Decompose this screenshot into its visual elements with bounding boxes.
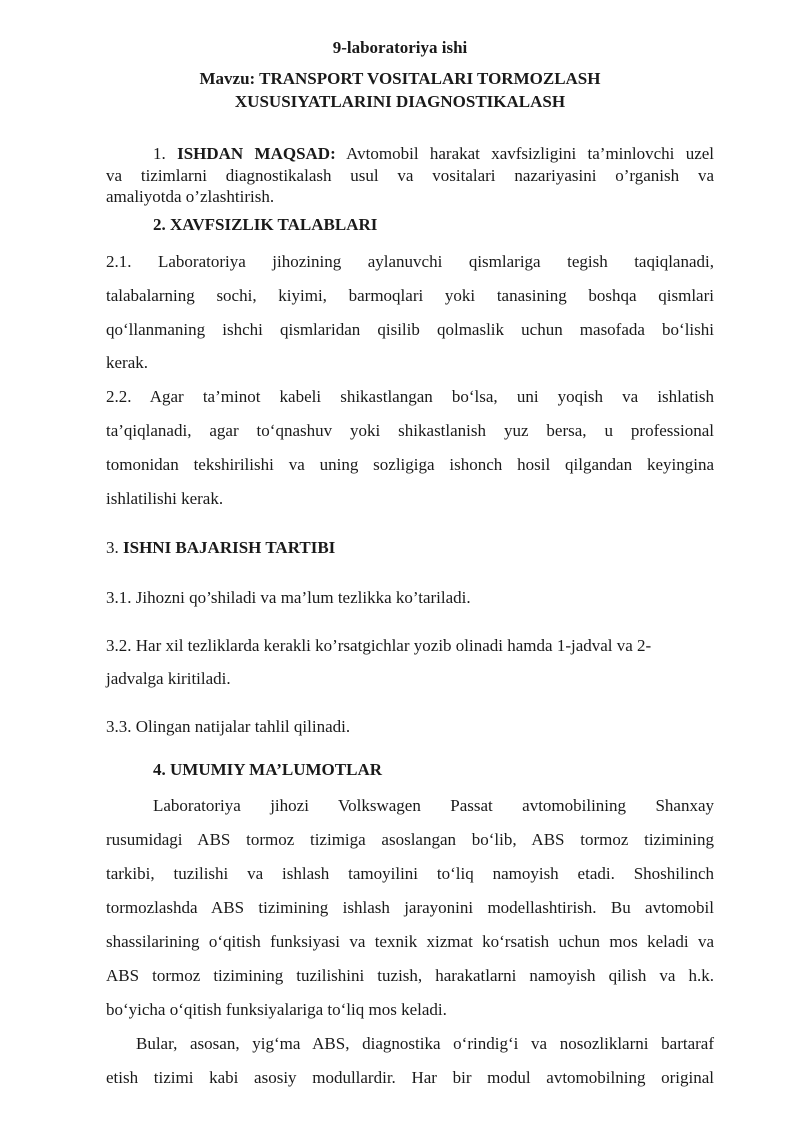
topic-line-1: Mavzu: TRANSPORT VOSITALARI TORMOZLASH (199, 69, 601, 88)
safety-p2-line: tomonidan tekshirilishi va uning sozligiga ishonch hosil qilgandan keyingina (106, 455, 714, 474)
general-p1-line: tarkibi, tuzilishi va ishlash tamoyilini to‘liq namoyish etadi. Shoshilinch (106, 864, 714, 883)
safety-p1-line: kerak. (106, 353, 149, 372)
procedure-step-3-2-line-1: 3.2. Har xil tezliklarda kerakli ko’rsatgichlar yozib olinadi hamda 1-jadval va 2- (106, 636, 652, 655)
general-p1-line: tormozlashda ABS tizimining ishlash jarayonini modellashtirish. Bu avtomobil (106, 898, 714, 917)
safety-p1-line: qo‘llanmaning ishchi qismlaridan qisilib qolmaslik uchun masofada bo‘lishi (106, 320, 714, 339)
procedure-step-3-1: 3.1. Jihozni qo’shiladi va ma’lum tezlikka ko’tariladi. (106, 588, 471, 607)
general-p2-line: Bular, asosan, yig‘ma ABS, diagnostika o‘rindig‘i va nosozliklarni bartaraf (136, 1034, 714, 1053)
procedure-heading-text: ISHNI BAJARISH TARTIBI (123, 538, 336, 557)
safety-p2-line: 2.2. Agar ta’minot kabeli shikastlangan bo‘lsa, uni yoqish va ishlatish (106, 387, 714, 406)
general-p1-line: rusumidagi ABS tormoz tizimiga asoslangan bo‘lib, ABS tormoz tizimining (106, 830, 714, 849)
procedure-step-3-2-line-2: jadvalga kiritiladi. (106, 669, 231, 688)
safety-heading: 2. XAVFSIZLIK TALABLARI (153, 215, 378, 234)
goal-heading: ISHDAN MAQSAD: (177, 144, 336, 163)
topic-line-2: XUSUSIYATLARINI DIAGNOSTIKALASH (234, 92, 566, 111)
procedure-number: 3. (106, 538, 123, 557)
goal-line-3: amaliyotda o’zlashtirish. (106, 187, 275, 206)
procedure-step-3-3: 3.3. Olingan natijalar tahlil qilinadi. (106, 717, 351, 736)
general-p1-line: Laboratoriya jihozi Volkswagen Passat avtomobilining Shanxay (153, 796, 714, 815)
goal-number: 1. (153, 144, 178, 163)
general-info-heading: 4. UMUMIY MA’LUMOTLAR (153, 760, 382, 779)
general-p1-line: bo‘yicha o‘qitish funksiyalariga to‘liq mos keladi. (106, 1000, 447, 1019)
general-p2-line: etish tizimi kabi asosiy modullardir. Har bir modul avtomobilning original (106, 1068, 714, 1087)
safety-p1-line: 2.1. Laboratoriya jihozining aylanuvchi qismlariga tegish taqiqlanadi, (106, 252, 714, 271)
general-p1-line: ABS tormoz tizimining tuzilishini tuzish, harakatlarni namoyish qilish va h.k. (106, 966, 714, 985)
general-p1-line: shassilarining o‘qitish funksiyasi va texnik xizmat ko‘rsatish uchun mos keladi va (106, 932, 714, 951)
safety-p1-line: talabalarning sochi, kiyimi, barmoqlari yoki tanasining boshqa qismlari (106, 286, 714, 305)
lab-title: 9-laboratoriya ishi (332, 38, 468, 57)
goal-line-1 (153, 144, 714, 164)
safety-p2-line: ishlatilishi kerak. (106, 489, 224, 508)
safety-p2-line: ta’qiqlanadi, agar to‘qnashuv yoki shikastlanish yuz bersa, u professional (106, 421, 714, 440)
goal-text: Avtomobil harakat xavfsizligini ta’minlovchi uzel (335, 144, 715, 163)
goal-line-2: va tizimlarni diagnostikalash usul va vositalari nazariyasini o’rganish va (106, 166, 714, 185)
procedure-heading (106, 538, 714, 558)
